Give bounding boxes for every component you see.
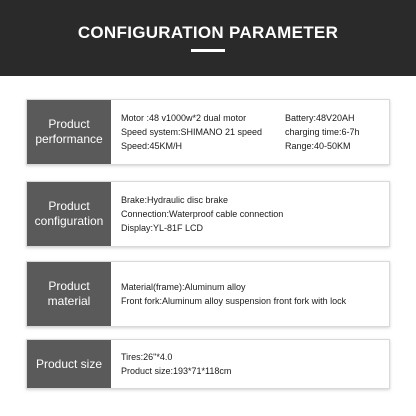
- spec-row: [121, 111, 381, 125]
- spec-front-fork: Front fork:Aluminum alloy suspension front fork with lock: [121, 296, 347, 306]
- section-content: [111, 182, 389, 246]
- section-product-performance: [26, 99, 390, 165]
- spec-speed: Speed:45KM/H: [121, 141, 183, 151]
- spec-connection: Connection:Waterproof cable connection: [121, 209, 284, 219]
- section-product-configuration: [26, 181, 390, 247]
- spec-speed-system: Speed system:SHIMANO 21 speed: [121, 127, 263, 137]
- section-label: Product material: [27, 262, 111, 326]
- section-label: Product configuration: [27, 182, 111, 246]
- spec-motor: Motor :48 v1000w*2 dual motor: [121, 113, 247, 123]
- section-content: [111, 340, 389, 388]
- spec-tires: Tires:26"*4.0: [121, 352, 173, 362]
- title-underline: [191, 49, 225, 52]
- section-label: Product size: [27, 340, 111, 388]
- spec-product-size: Product size:193*71*118cm: [121, 366, 232, 376]
- section-content: [111, 100, 389, 164]
- spec-display: Display:YL-81F LCD: [121, 223, 204, 233]
- section-label: Product performance: [27, 100, 111, 164]
- spec-row: [121, 139, 381, 153]
- section-product-size: [26, 339, 390, 389]
- spec-battery: Battery:48V20AH: [285, 113, 355, 123]
- page-title: CONFIGURATION PARAMETER: [77, 22, 339, 42]
- section-content: [111, 262, 389, 326]
- spec-frame-material: Material(frame):Aluminum alloy: [121, 282, 246, 292]
- spec-charging-time: charging time:6-7h: [285, 127, 360, 137]
- spec-brake: Brake:Hydraulic disc brake: [121, 195, 229, 205]
- section-product-material: [26, 261, 390, 327]
- page-header: [0, 0, 416, 76]
- spec-range: Range:40-50KM: [285, 141, 351, 151]
- spec-row: [121, 125, 381, 139]
